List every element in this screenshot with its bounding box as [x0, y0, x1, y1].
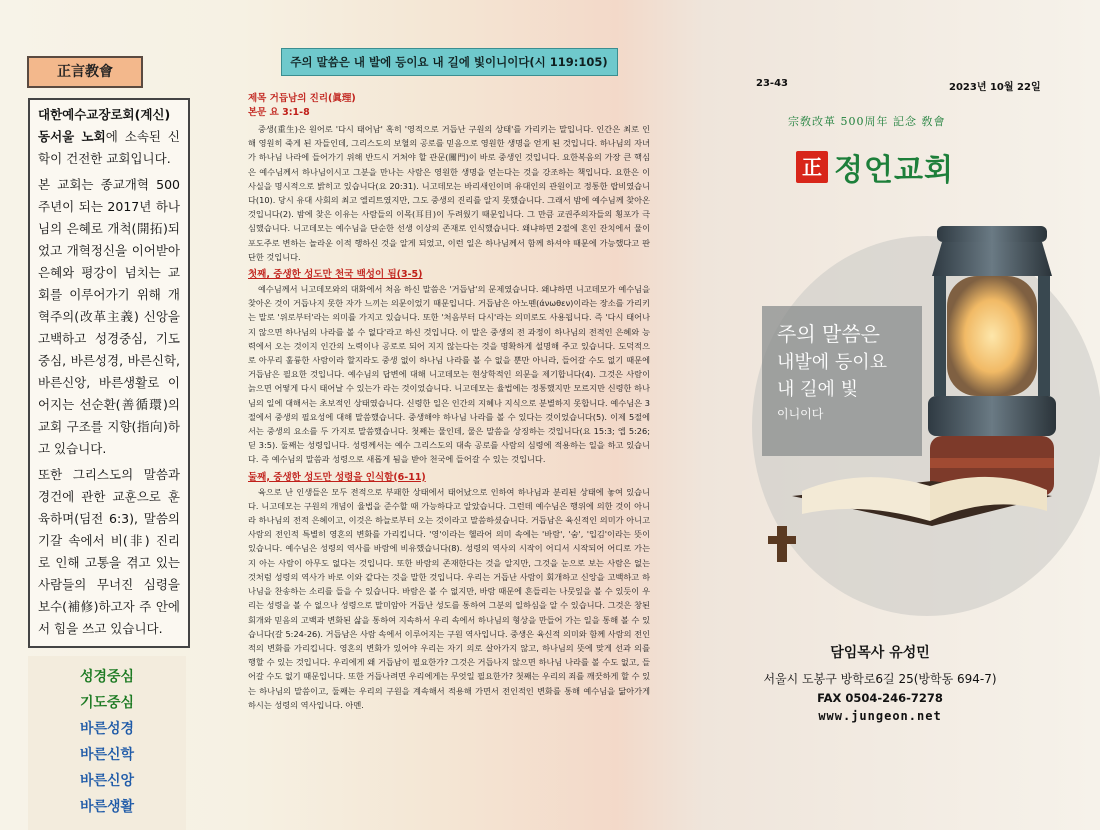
art-line-3: 내 길에 빛 — [777, 379, 858, 400]
pastor-name: 담임목사 유성민 — [830, 645, 930, 661]
contact-block — [660, 642, 1100, 723]
section-heading-1: 첫째, 중생한 성도만 천국 백성이 됨(3-5) — [248, 269, 423, 281]
art-line-2: 내발에 등이요 — [777, 352, 888, 373]
sermon-paragraph-2: 예수님께서 니고데모와의 대화에서 처음 하신 말씀은 '거듭남'의 문제였습니다. 왜냐하면 니고데모가 예수님을 찾아온 것이 거듭나지 못한 자가 느끼는 의문이었기 때문입니다. 거듭남은 아노뗀(άνωθεν)이라는 장소를 가리키는 말로 '위로부터'라는 의미를 가지고 있습니다. 또한 '처음부터 다시'라는 의미로도 사용됩니다. 즉 '다시 태어나지 않으면 하나님의 나라를 볼 수 없다'라고 하신 것입니다. 이 말은 중생의 전 과정이 하나님의 전적인 은혜와 능력에서 오는 것이지 인간의 노력이나 공로로 되어 지지 않는다는 것을 명확하게 설명해 주고 있습니다. 도덕적으로 아무리 훌륭한 사람이라 할지라도 중생 없이 하나님 나라를 볼 수 없을 뿐만 아니라, 들어갈 수도 없기 때문에 거듭남은 필요한 것입니다. 예수님의 답변에 대해 니고데모는 현상학적인 의문을 제기합니다(4). 그것은 사람이 늙으면 어떻게 다시 태어날 수 있는가 라는 것이었습니다. 니고데모는 율법에는 정통했지만 모르지만 신령한 하나님의 일에 대해서는 초보적인 상태였습니다. 신령한 일은 인간의 지혜나 지식으로 분별하지 못합니다. 예수님은 3절에서 중생의 필요성에 대해 말씀했습니다. 중생해야 하나님 나라를 볼 수 있다는 것이었습니다(5). 이제 5절에서는 중생의 요소를 두 가지로 말씀했습니다. 첫째는 물인데, 물은 말씀을 상징하는 것입니다(요 15:3; 엡 5:26; 딛 3:5). 둘째는 성령입니다. 성령께서는 예수 그리스도의 대속 공로를 사람의 심령에 적용하는 일을 하고 있습니다. 즉 예수님의 말씀과 성령으로 새롭게 됨을 받아 천국에 들어갈 수 있는 것입니다. — [248, 284, 650, 465]
church-values — [28, 656, 186, 830]
intro-paragraph-3: 또한 그리스도의 말씀과 경건에 관한 교훈으로 훈육하며(딤전 6:3), 말씀의 기갈 속에서 비(非) 진리로 인해 고통을 겪고 있는 사람들의 무너진 심령을 보수(補修)하고자 주 안에서 힘을 쓰고 있습니다. — [38, 467, 180, 636]
church-address: 서울시 도봉구 방학로6길 25(방학동 694-7) — [763, 672, 997, 686]
verse-banner: 주의 말씀은 내 발에 등이요 내 길에 빛이니이다(시 119:105) — [281, 48, 618, 76]
value-3: 바른성경 — [79, 721, 135, 737]
sermon-paragraph-1: 중생(重生)은 원어로 '다시 태어남' 혹히 '영적으로 거듭난 구원의 상태'를 가리키는 말입니다. 인간은 최로 인해 영원히 죽게 된 자들인데, 그리스도의 보혈의 공로를 믿음으로 영원한 생명을 얻게 된 것입니다. 하나님의 자녀가 하나님 나라에 들어가기 위해 반드시 거쳐야 할 관문(關門)이 바로 중생인 것입니다. 요한복음의 가장 큰 핵심은 예수님께서 하나님이시고 그분을 만나는 사람은 영원한 생명을 얻는다는 것을 강조하는 책입니다. 요한은 이 사실을 명시적으로 밝히고 있습니다(요 20:31). 니고데모는 바리새인이며 유대인의 관원이고 정통한 랍비였습니다(10). 당시 유대 사회의 최고 엘리트였지만, 그도 중생의 진리를 알지 못했습니다. 그래서 밤에 예수님께 찾아온 것입니다(2). 밤에 찾은 이유는 사람들의 이목(耳目)이 두려웠기 때문입니다. 그 만큼 교권주의자들의 횡포가 극심했습니다. 니고데모는 예수님을 단순한 선생 이상의 존재로 인식했습니다. 왜냐하면 2절에 혼인 잔치에서 물이 포도주로 변하는 놀라운 이적 행하신 것을 알게 되었고, 이런 일은 하나님께서 함께 하셔야 때문에 가능했다고 판단한 것입니다. — [248, 124, 650, 262]
cover-column — [660, 0, 1100, 781]
left-column — [18, 56, 244, 815]
fax-number: FAX 0504-246-7278 — [817, 691, 943, 705]
sermon-paragraph-3: 육으로 난 인생들은 모두 전적으로 부패한 상태에서 태어났으로 인하여 하나님과 분리된 상태에 놓여 있습니다. 니고데모는 구원의 개념이 율법을 준수할 때 가능하다고 알았습니다. 그런데 예수님은 행위에 의한 것이 아니라 하나님의 전적 은혜이고, 이것은 하늘로부터 오는 것이라고 말씀하셨습니다. 거듭남은 육신적인 의미가 아니고 사람의 전인적 특별히 영혼의 변화를 가리킵니다. '영'이라는 헬라어 의미 속에는 '바람', '숨', '입김'이라는 뜻이 있습니다. 예수님은 성령의 역사를 바람에 비유했습니다(8). 성령의 역사의 시작이 어디서 시작되어 어디로 가는지 아는 사람이 아무도 없다는 것입니다. 또한 바람의 존재한다는 것을 알지만, 그것을 눈으로 보는 사람은 없는 것처럼 성령의 역사가 바로 이와 같다는 것을 말한 것입니다. 우리는 거듭난 사람이 회개하고 신앙을 고백하고 하나님을 찬송하는 소리를 들을 수 있습니다. 바람은 볼 수 없지만, 바람 때문에 흔들리는 나뭇잎을 볼 수 있듯이 우리는 성령을 볼 수 없으나 성령으로 말미암아 거듭난 성도를 통하여 그분의 일하심을 알 수 있습니다. 그것은 창된 회개와 믿음의 고백과 변화된 삶을 통하여 지속하서 우리 속에서 하나님의 형상을 만들어 가는 일을 통해 볼 수 있습니다(갈 5:24-26). 거듭남은 사람 속에서 이루어지는 구원 역사입니다. 중생은 육신적 의미와 함께 사람의 전인적의 변화를 가리킵니다. 영혼의 변화가 있어야 우리는 자기 의로 살아가지 않고, 하나님의 뜻에 맞게 선과 의를 행할 수 있는 것입니다. 우리에게 왜 거듭남이 필요한가? 그것은 거듭나지 않으면 하나님 나라를 볼 수도 없고, 들어갈 수도 없기 때문입니다. 또한 거듭나려면 우리에게는 무엇일 필요한가? 첫째는 우리의 죄를 깨끗하게 할 수 있는 하나님의 말씀이고, 둘째는 우리의 구원을 계속해서 적용해 가면서 전인적인 변화를 통해 예수님을 닮아가게 하시는 성령의 역사입니다. 아멘. — [248, 486, 650, 710]
anniversary-caption: 宗敎改革 500周年 記念 敎會 — [788, 115, 946, 128]
lantern-bible-illustration — [752, 196, 1100, 616]
logo-mark-icon: 正 — [796, 151, 828, 183]
section-heading-2: 둘째, 중생한 성도만 성령을 인식함(6-11) — [248, 471, 426, 483]
intro-rest: 에 소속된 신학이 건전한 교회입니다. — [38, 129, 180, 166]
issue-date: 2023년 10월 22일 — [949, 82, 1041, 93]
church-logo — [796, 145, 954, 189]
lantern-icon — [928, 226, 1056, 496]
sermon-text-ref: 본문 요 3:1-8 — [248, 107, 310, 118]
value-5: 바른신앙 — [79, 773, 135, 789]
sermon-title: 제목 거듭남의 진리(眞理) — [248, 93, 356, 104]
intro-paragraph-1 — [38, 104, 180, 170]
website-link[interactable]: www.jungeon.net — [818, 709, 942, 723]
church-hanja-title: 正言教會 — [27, 56, 143, 88]
value-4: 바른신학 — [79, 747, 135, 763]
value-6: 바른생활 — [79, 799, 135, 815]
value-1: 성경중심 — [79, 669, 135, 685]
value-2: 기도중심 — [79, 695, 135, 711]
art-line-4: 이니이다 — [777, 407, 824, 421]
intro-box — [28, 98, 190, 648]
art-line-1: 주의 말씀은 — [777, 322, 880, 346]
church-name: 정언교회 — [834, 153, 954, 188]
intro-paragraph-2: 본 교회는 종교개혁 500주년이 되는 2017년 하나님의 은혜로 개척(開拓)되었고 개혁정신을 이어받아 은혜와 평강이 넘치는 교회를 이루어가기 위해 개혁주의(改革主義) 신앙을 고백하고 성경중심, 기도중심, 바른성경, 바른신학, 바른신앙, 바른생활로 이어지는 선순환(善循環)의 교회 구조를 지향(指向)하고 있습니다. — [38, 177, 180, 456]
intro-bold: 대한예수교장로회(계신) 동서울 노회 — [38, 107, 171, 144]
sermon-column — [248, 48, 650, 712]
issue-number: 23-43 — [756, 78, 788, 89]
